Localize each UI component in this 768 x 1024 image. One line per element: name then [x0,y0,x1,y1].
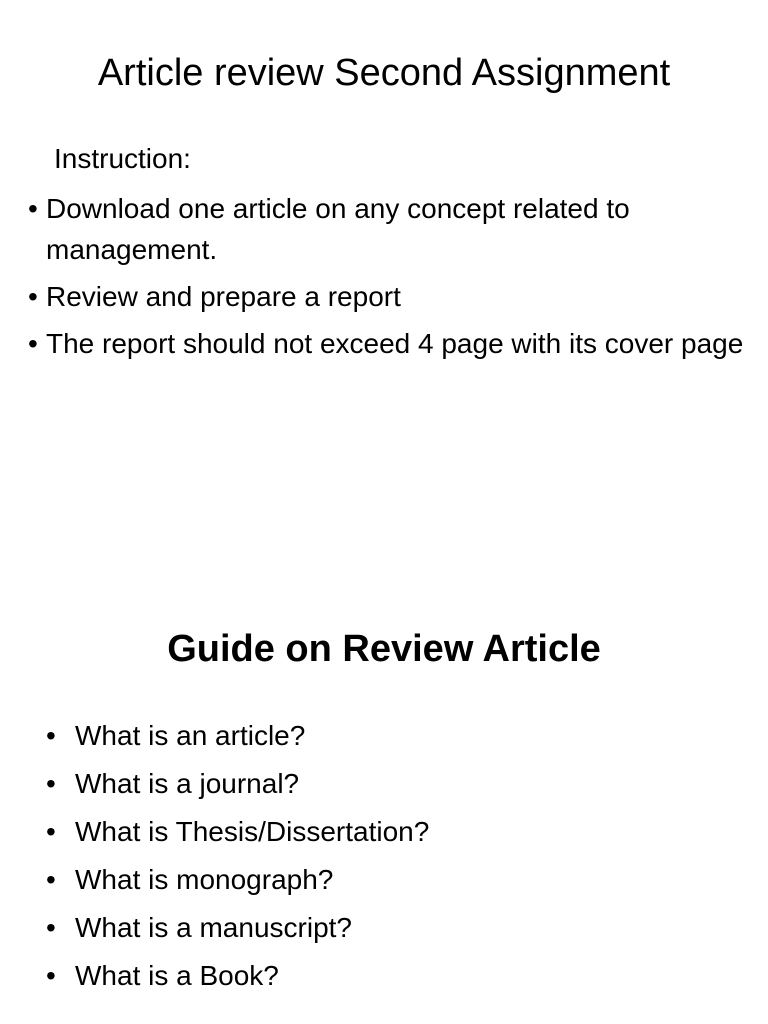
slide-title: Article review Second Assignment [97,52,671,94]
list-item-text: Download one article on any concept related to management. [46,193,630,265]
bullet-icon: • [46,768,56,799]
list-item [28,276,748,317]
bullet-icon: • [46,912,56,943]
instruction-list [28,188,748,370]
slide-guide [0,512,768,1024]
list-item [46,712,726,760]
list-item [46,808,726,856]
instruction-label: Instruction: [54,143,191,174]
bullet-icon: • [28,328,38,359]
list-item-text: What is Thesis/Dissertation? [75,816,430,847]
bullet-icon: • [28,281,38,312]
list-item [46,952,726,1000]
list-item-text: What is a journal? [75,768,300,799]
bullet-icon: • [46,960,56,991]
list-item [46,904,726,952]
bullet-icon: • [46,864,56,895]
bullet-icon: • [28,193,38,224]
list-item-text: The report should not exceed 4 page with its cover page [46,328,744,359]
list-item [46,856,726,904]
list-item [28,323,748,364]
list-item [28,188,748,270]
list-item-text: What is a Book? [75,960,279,991]
list-item-text: Review and prepare a report [46,281,401,312]
list-item [46,760,726,808]
list-item-text: What is an article? [75,720,306,751]
slide-title: Guide on Review Article [167,628,601,670]
bullet-icon: • [46,816,56,847]
list-item-text: What is a manuscript? [75,912,352,943]
bullet-icon: • [46,720,56,751]
list-item-text: What is monograph? [75,864,334,895]
guide-question-list [46,712,726,1000]
